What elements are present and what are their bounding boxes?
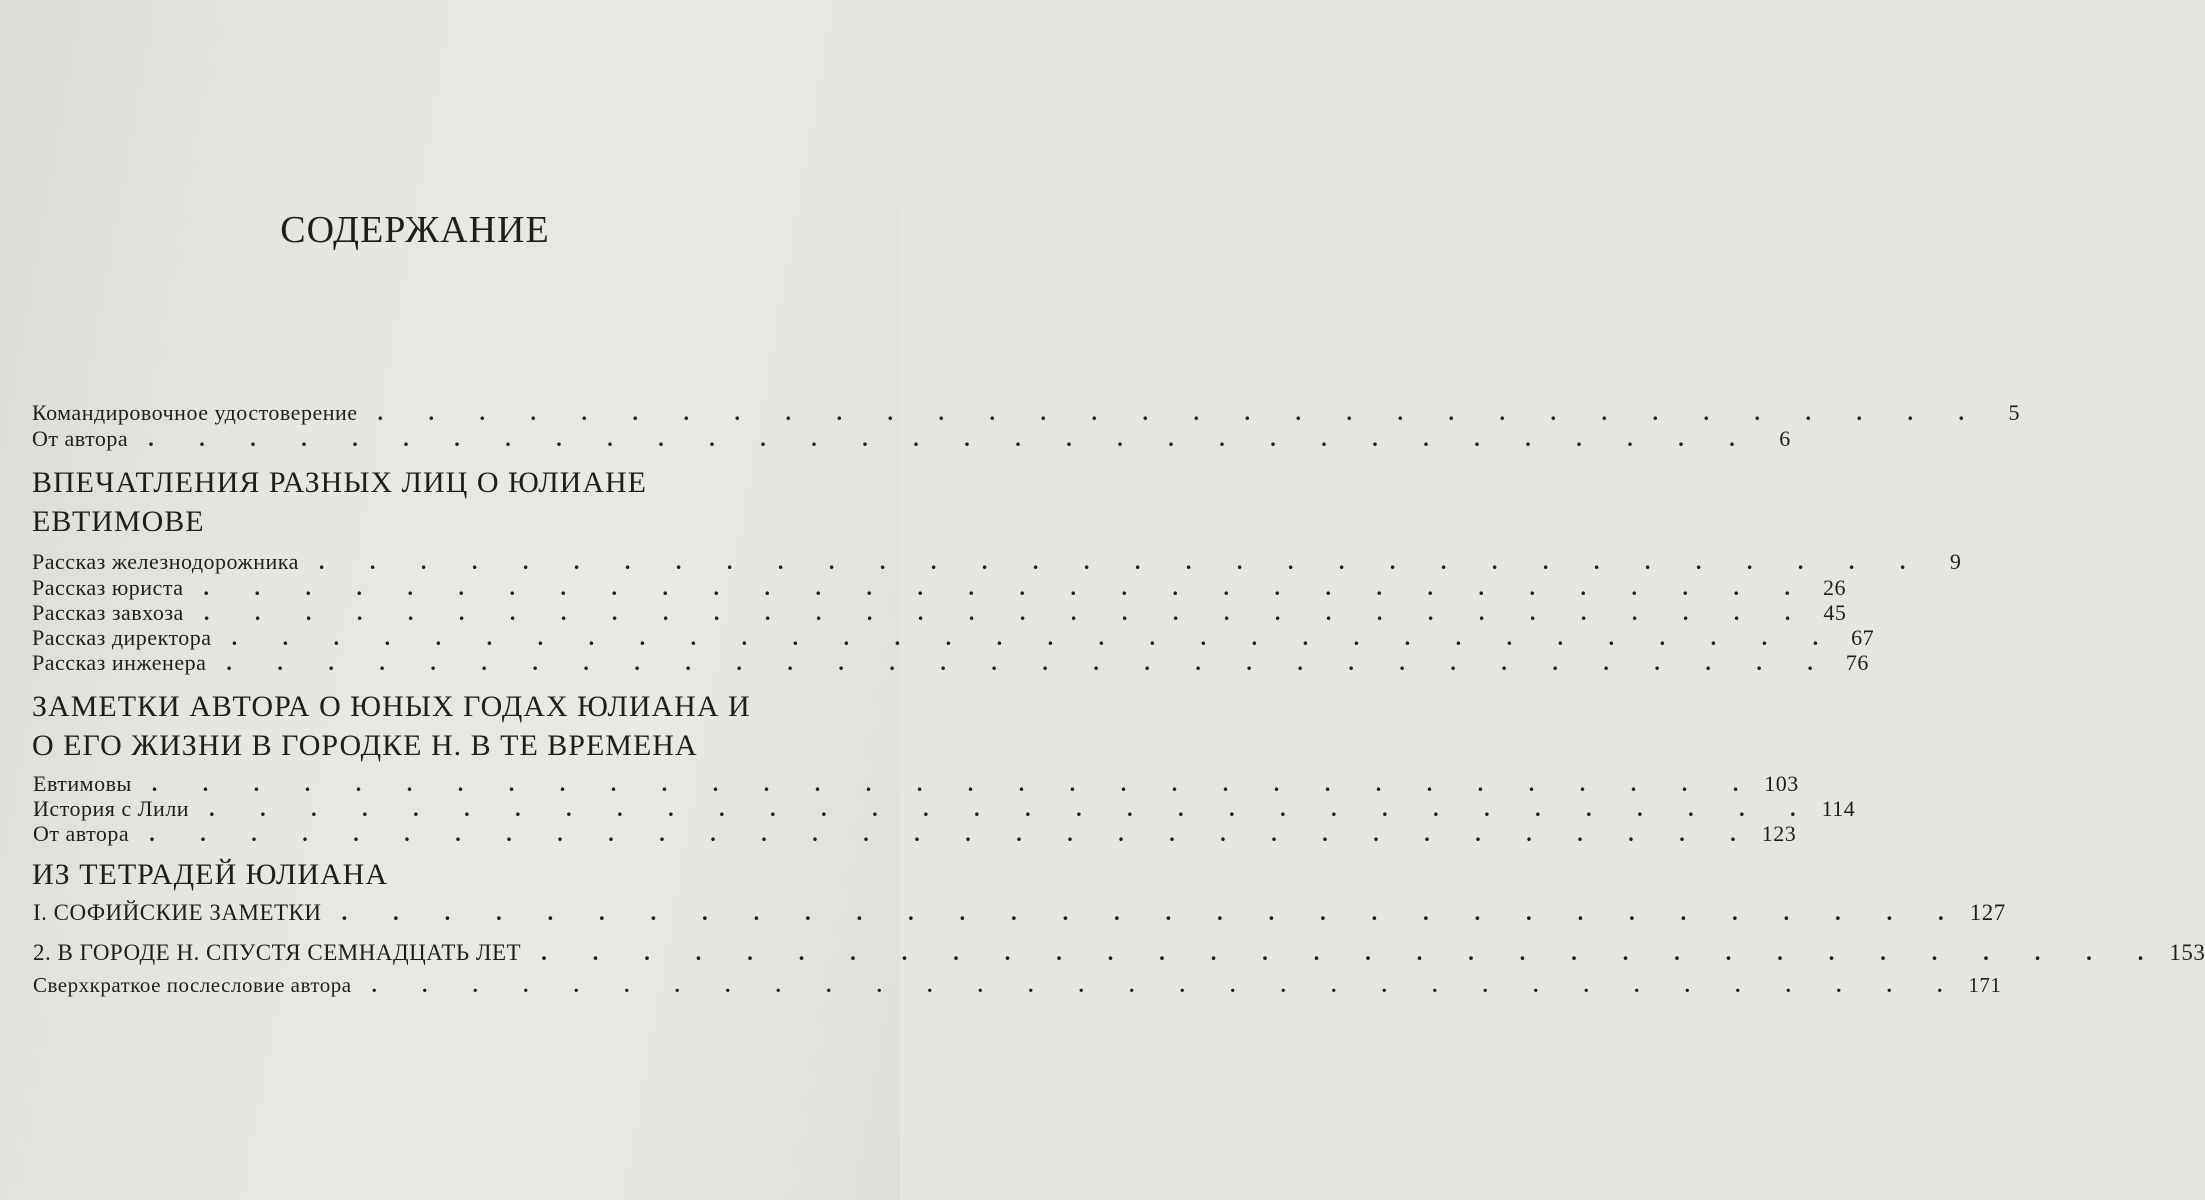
toc-entry-label: От автора bbox=[32, 426, 129, 451]
toc-entry-page: 127 bbox=[1969, 900, 2006, 925]
toc-entry-page: 171 bbox=[1968, 973, 2002, 997]
toc-entry-label: Командировочное удостоверение bbox=[32, 400, 358, 425]
dot-leader: . . . . . . . . . . . . . . . . . . . . . . . . . . . . . . . . bbox=[151, 771, 1759, 796]
toc-entry-page: 103 bbox=[1764, 771, 1799, 796]
toc-entry-page: 6 bbox=[1779, 426, 1791, 451]
toc-entry-label: Рассказ директора bbox=[32, 625, 212, 650]
toc-entry-page: 67 bbox=[1851, 625, 1875, 650]
dot-leader: . . . . . . . . . . . . . . . . . . . . . . . . . . . . . . . . bbox=[541, 940, 2164, 965]
toc-entry-label: От автора bbox=[33, 821, 130, 846]
toc-entry-page: 26 bbox=[1822, 575, 1846, 600]
section-heading: ЗАМЕТКИ АВТОРА О ЮНЫХ ГОДАХ ЮЛИАНА И bbox=[32, 690, 751, 723]
toc-entry bbox=[32, 600, 1847, 626]
toc-entry-page: 9 bbox=[1949, 549, 1962, 574]
toc-entry-page: 5 bbox=[2008, 400, 2021, 425]
page-title: СОДЕРЖАНИЕ bbox=[280, 209, 550, 251]
toc-entry-label: Рассказ завхоза bbox=[32, 600, 184, 625]
dot-leader: . . . . . . . . . . . . . . . . . . . . . . . . . . . . . . . . bbox=[226, 650, 1833, 675]
toc-entry-label: Рассказ инженера bbox=[32, 650, 207, 675]
dot-leader: . . . . . . . . . . . . . . . . . . . . . . . . . . . . . . . . bbox=[149, 821, 1756, 846]
toc-entry-label: Сверхкраткое послесловие автора bbox=[33, 973, 352, 997]
toc-entry-label: Рассказ юриста bbox=[32, 575, 184, 600]
dot-leader: . . . . . . . . . . . . . . . . . . . . . . . . . . . . . . . . bbox=[148, 426, 1755, 451]
toc-entry-label: I. СОФИЙСКИЕ ЗАМЕТКИ bbox=[33, 900, 322, 925]
dot-leader: . . . . . . . . . . . . . . . . . . . . . . . . . . . . . . . . bbox=[203, 575, 1810, 600]
section-heading: ИЗ ТЕТРАДЕЙ ЮЛИАНА bbox=[32, 858, 388, 891]
section-heading: ЕВТИМОВЕ bbox=[32, 505, 205, 538]
toc-entry bbox=[33, 821, 1797, 847]
dot-leader: . . . . . . . . . . . . . . . . . . . . . . . . . . . . . . . . bbox=[231, 625, 1839, 650]
toc-entry bbox=[33, 771, 1799, 797]
dot-leader: . . . . . . . . . . . . . . . . . . . . . . . . . . . . . . . . bbox=[371, 973, 1963, 997]
toc-entry bbox=[32, 575, 1846, 601]
section-heading: ВПЕЧАТЛЕНИЯ РАЗНЫХ ЛИЦ О ЮЛИАНЕ bbox=[32, 466, 648, 499]
toc-entry bbox=[33, 796, 1856, 822]
toc-entry bbox=[32, 625, 1875, 651]
toc-entry-label: 2. В ГОРОДЕ Н. СПУСТЯ СЕМНАДЦАТЬ ЛЕТ bbox=[33, 940, 522, 965]
toc-entry-page: 76 bbox=[1845, 650, 1869, 675]
toc-entry bbox=[32, 549, 1962, 575]
toc-entry-page: 114 bbox=[1821, 796, 1856, 821]
toc-entry-page: 153 bbox=[2169, 940, 2205, 965]
toc-entry-label: Евтимовы bbox=[33, 771, 132, 796]
toc-entry-page: 45 bbox=[1823, 600, 1847, 625]
toc-entry bbox=[33, 973, 2002, 998]
dot-leader: . . . . . . . . . . . . . . . . . . . . . . . . . . . . . . . . bbox=[377, 400, 1985, 425]
toc-entry bbox=[33, 940, 2205, 966]
toc-entry-label: История с Лили bbox=[33, 796, 190, 821]
dot-leader: . . . . . . . . . . . . . . . . . . . . . . . . . . . . . . . . bbox=[318, 549, 1926, 574]
dot-leader: . . . . . . . . . . . . . . . . . . . . . . . . . . . . . . . . bbox=[341, 900, 1964, 925]
toc-entry bbox=[32, 400, 2021, 426]
toc-entry bbox=[32, 426, 1791, 452]
toc-entry-page: 123 bbox=[1761, 821, 1797, 846]
toc-entry-label: Рассказ железнодорожника bbox=[32, 549, 299, 574]
dot-leader: . . . . . . . . . . . . . . . . . . . . . . . . . . . . . . . . bbox=[209, 796, 1816, 821]
dot-leader: . . . . . . . . . . . . . . . . . . . . . . . . . . . . . . . . bbox=[203, 600, 1811, 625]
toc-entry bbox=[33, 900, 2006, 926]
section-heading: О ЕГО ЖИЗНИ В ГОРОДКЕ Н. В ТЕ ВРЕМЕНА bbox=[32, 729, 698, 762]
toc-entry bbox=[32, 650, 1869, 676]
